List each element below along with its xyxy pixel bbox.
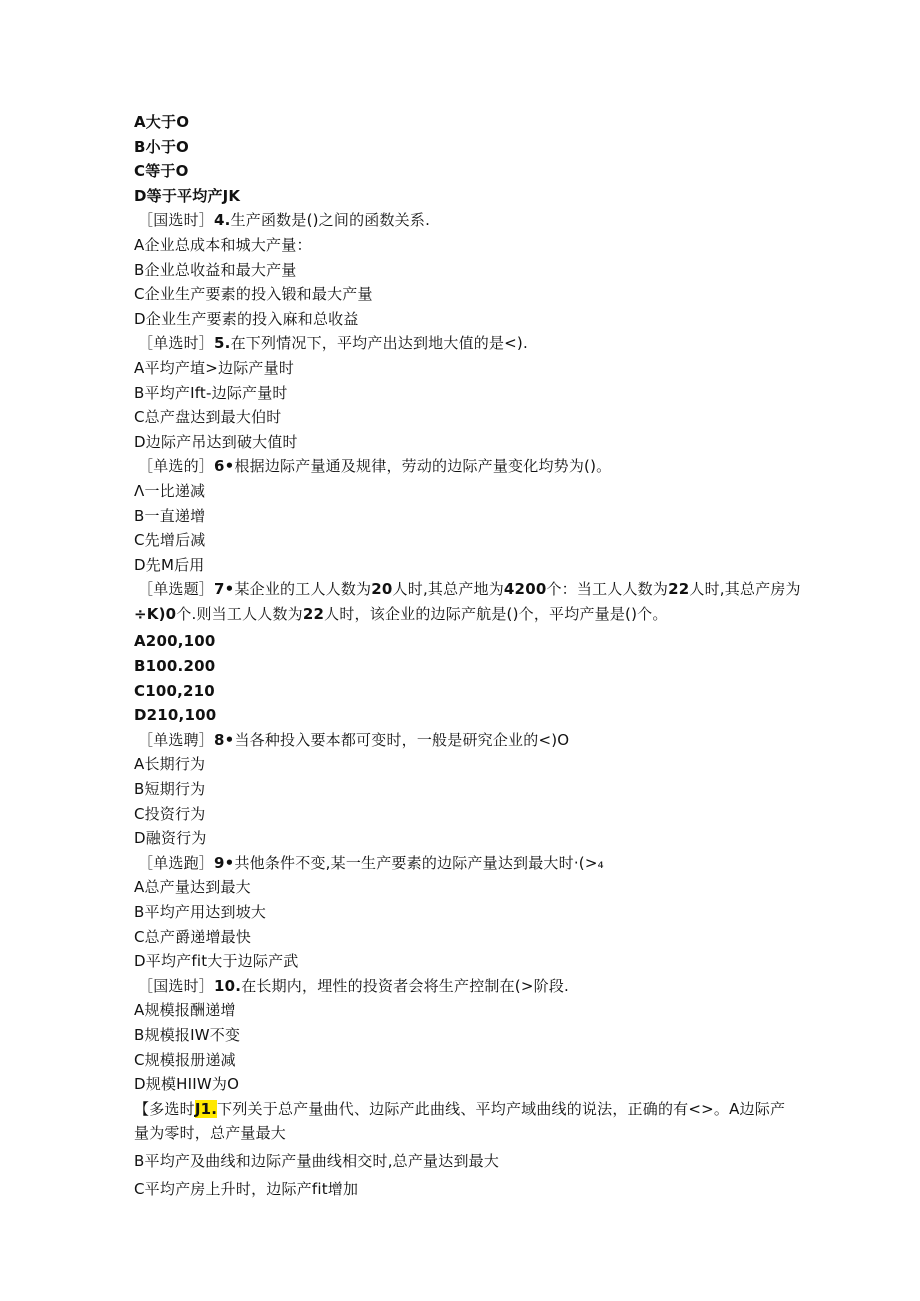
q7-line2-b: 个.则当工人人数为 bbox=[176, 604, 303, 623]
q10-option-b: B规模报IW不变 bbox=[134, 1025, 241, 1044]
q3-option-a: A大于O bbox=[134, 113, 190, 131]
q11-text: 下列关于总产量曲代、边际产此曲线、平均产域曲线的说法，正确的有<>。A边际产 bbox=[217, 1099, 786, 1118]
q8-option-d: D融资行为 bbox=[134, 829, 207, 848]
q7-value-1: 20 bbox=[371, 580, 393, 599]
q10-stem bbox=[134, 974, 794, 999]
q7-number: 7• bbox=[214, 580, 235, 599]
q6-option-d: D先M后用 bbox=[134, 555, 205, 574]
q8-number: 8• bbox=[214, 730, 235, 749]
q6-option-c: C先增后减 bbox=[134, 531, 206, 550]
q9-option-b: B平均产用达到坡大 bbox=[134, 903, 267, 921]
q4-stem bbox=[134, 208, 794, 233]
q6-option-a: Λ一比递减 bbox=[134, 481, 206, 500]
q5-tag: ［单选时］ bbox=[138, 334, 215, 353]
q9-option-c: C总产爵递增最快 bbox=[134, 927, 252, 946]
q10-tag: ［国选时］ bbox=[138, 976, 215, 995]
q4-option-c: C企业生产要素的投入锻和最大产量 bbox=[134, 285, 373, 304]
q5-option-b: B平均产Ift-边际产量时 bbox=[134, 383, 288, 402]
q7-text-c: 个：当工人人数为 bbox=[546, 580, 669, 599]
q5-option-c: C总产盘达到最大伯时 bbox=[134, 408, 282, 427]
q8-tag: ［单选聘］ bbox=[138, 730, 215, 749]
q7-text-d: 人时,其总产房为 bbox=[689, 580, 801, 599]
q7-option-c: C100,210 bbox=[134, 681, 215, 700]
q8-option-b: B短期行为 bbox=[134, 780, 206, 799]
q8-option-a: A长期行为 bbox=[134, 755, 206, 774]
q10-option-a: A规模报酬递增 bbox=[134, 1001, 236, 1020]
q9-number: 9• bbox=[214, 853, 235, 872]
q5-option-d: D边际产吊达到破大值时 bbox=[134, 432, 298, 451]
q8-option-c: C投资行为 bbox=[134, 804, 206, 823]
q7-stem-line1 bbox=[134, 577, 801, 602]
q7-line2-c: 人时，该企业的边际产航是()个，平均产量是()个。 bbox=[324, 604, 668, 623]
q9-option-d: D平均产fit大于边际产武 bbox=[134, 952, 299, 971]
q11-number-highlight: J1. bbox=[194, 1099, 218, 1118]
q9-option-a: A总产量达到最大 bbox=[134, 878, 251, 897]
q4-number: 4. bbox=[214, 211, 231, 230]
q5-option-a: A平均产埴>边际产量时 bbox=[134, 358, 295, 377]
q8-text: 当各种投入要本都可变时，一般是研究企业的<)O bbox=[234, 730, 570, 749]
q10-option-d: D规模HIIW为O bbox=[134, 1075, 240, 1094]
q7-text-b: 人时,其总产地为 bbox=[392, 580, 504, 599]
q4-text: 生产函数是()之间的函数关系. bbox=[230, 211, 431, 230]
q6-text: 根据边际产量通及规律，劳动的边际产量变化均势为()。 bbox=[234, 457, 612, 476]
q10-number: 10. bbox=[214, 976, 242, 995]
q7-value-3: 22 bbox=[668, 580, 690, 599]
q6-number: 6• bbox=[214, 457, 235, 476]
q8-stem bbox=[134, 728, 794, 753]
q7-tag: ［单选题］ bbox=[138, 580, 215, 599]
q7-text-a: 某企业的工人人数为 bbox=[234, 580, 372, 599]
q5-text: 在下列情况下，平均产出达到地大值的是<). bbox=[230, 334, 528, 353]
q4-option-d: D企业生产要素的投入麻和总收益 bbox=[134, 309, 359, 328]
q7-option-a: A200,100 bbox=[134, 632, 216, 651]
q5-number: 5. bbox=[214, 334, 231, 353]
q4-option-b: B企业总收益和最大产量 bbox=[134, 260, 297, 279]
q3-option-c: C等于O bbox=[134, 162, 189, 181]
q7-line2-a: ÷K)0 bbox=[134, 604, 177, 623]
q9-stem bbox=[134, 851, 794, 876]
question-list bbox=[134, 110, 801, 1201]
q4-tag: ［国选时］ bbox=[138, 211, 215, 230]
q10-option-c: C规模报册递减 bbox=[134, 1050, 236, 1069]
q4-option-a: A企业总成本和城大产量： bbox=[134, 235, 312, 254]
q11-stem-line1 bbox=[134, 1097, 794, 1122]
q5-stem bbox=[134, 331, 794, 356]
q3-option-d: D等于平均产JK bbox=[134, 186, 241, 205]
q7-option-d: D210,100 bbox=[134, 706, 217, 725]
q7-value-4: 22 bbox=[302, 604, 325, 623]
q6-option-b: B一直递增 bbox=[134, 506, 206, 525]
q7-value-2: 4200 bbox=[503, 580, 547, 599]
q7-option-b: B100.200 bbox=[134, 657, 216, 676]
q11-option-c: C平均产房上升时，边际产fit增加 bbox=[134, 1179, 359, 1198]
q3-option-b: B小于O bbox=[134, 137, 189, 156]
q6-tag: ［单选的］ bbox=[138, 457, 215, 476]
q10-text: 在长期内，埋性的投资者会将生产控制在(>阶段. bbox=[241, 976, 569, 995]
q11-stem-line2: 量为零时，总产量最大 bbox=[134, 1124, 287, 1143]
q9-text: 共他条件不变,某一生产要素的边际产量达到最大时·(>₄ bbox=[234, 853, 604, 872]
q11-tag: 【多选时 bbox=[134, 1099, 195, 1118]
q7-stem-line2 bbox=[134, 602, 794, 627]
q9-tag: ［单选跑］ bbox=[138, 853, 215, 872]
q6-stem bbox=[134, 454, 794, 479]
q11-option-b: B平均产及曲线和边际产量曲线相交时,总产量达到最大 bbox=[134, 1151, 500, 1170]
